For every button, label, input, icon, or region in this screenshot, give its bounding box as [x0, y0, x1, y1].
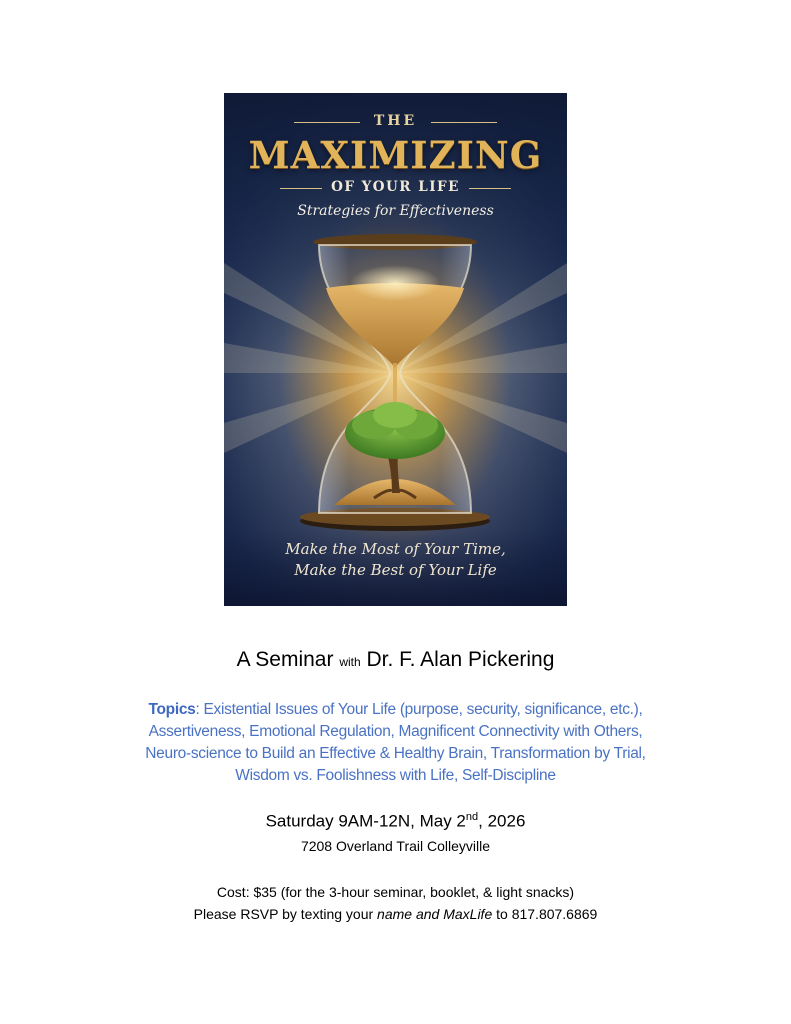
heading-with: with [339, 655, 361, 669]
cover-bottom-text [224, 539, 567, 581]
cover-the: THE [373, 113, 418, 129]
heading-prefix: A Seminar [236, 648, 340, 671]
topics-block [120, 699, 671, 787]
event-address: 7208 Overland Trail Colleyville [300, 838, 491, 854]
date-year: , 2026 [478, 811, 526, 831]
topics-line-2: Assertiveness, Emotional Regulation, Magnificent Connectivity with Others, [148, 723, 643, 740]
event-date [0, 811, 791, 832]
rsvp-line [0, 903, 791, 925]
rsvp-phone: to 817.807.6869 [492, 906, 598, 922]
rsvp-prefix: Please RSVP by texting your [193, 906, 378, 922]
topics-line-3: Neuro-science to Build an Effective & Healthy Brain, Transformation by Trial, [145, 745, 646, 762]
date-ordinal: nd [465, 811, 479, 823]
book-cover-image [224, 93, 567, 606]
speaker-name: Dr. F. Alan Pickering [360, 648, 555, 671]
cover-subtitle: OF YOUR LIFE [331, 179, 460, 195]
seminar-heading [0, 648, 791, 672]
cover-bottom-line1: Make the Most of Your Time, [285, 540, 506, 558]
cover-tagline: Strategies for Effectiveness [297, 203, 494, 219]
topics-label: Topics [148, 701, 196, 718]
cost-block [0, 881, 791, 925]
cost-line: Cost: $35 (for the 3-hour seminar, booklet, & light snacks) [216, 884, 575, 900]
topics-line-1 [120, 699, 671, 721]
cover-bottom-line2: Make the Best of Your Life [294, 561, 497, 579]
rsvp-keyword: name and MaxLife [377, 906, 493, 922]
topics-line-4: Wisdom vs. Foolishness with Life, Self-Discipline [235, 767, 556, 784]
topics-text-1: : Existential Issues of Your Life (purpose, security, significance, etc.), [195, 701, 643, 718]
cover-title: MAXIMIZING [248, 133, 543, 177]
date-text: Saturday 9AM-12N, May 2 [265, 811, 466, 831]
